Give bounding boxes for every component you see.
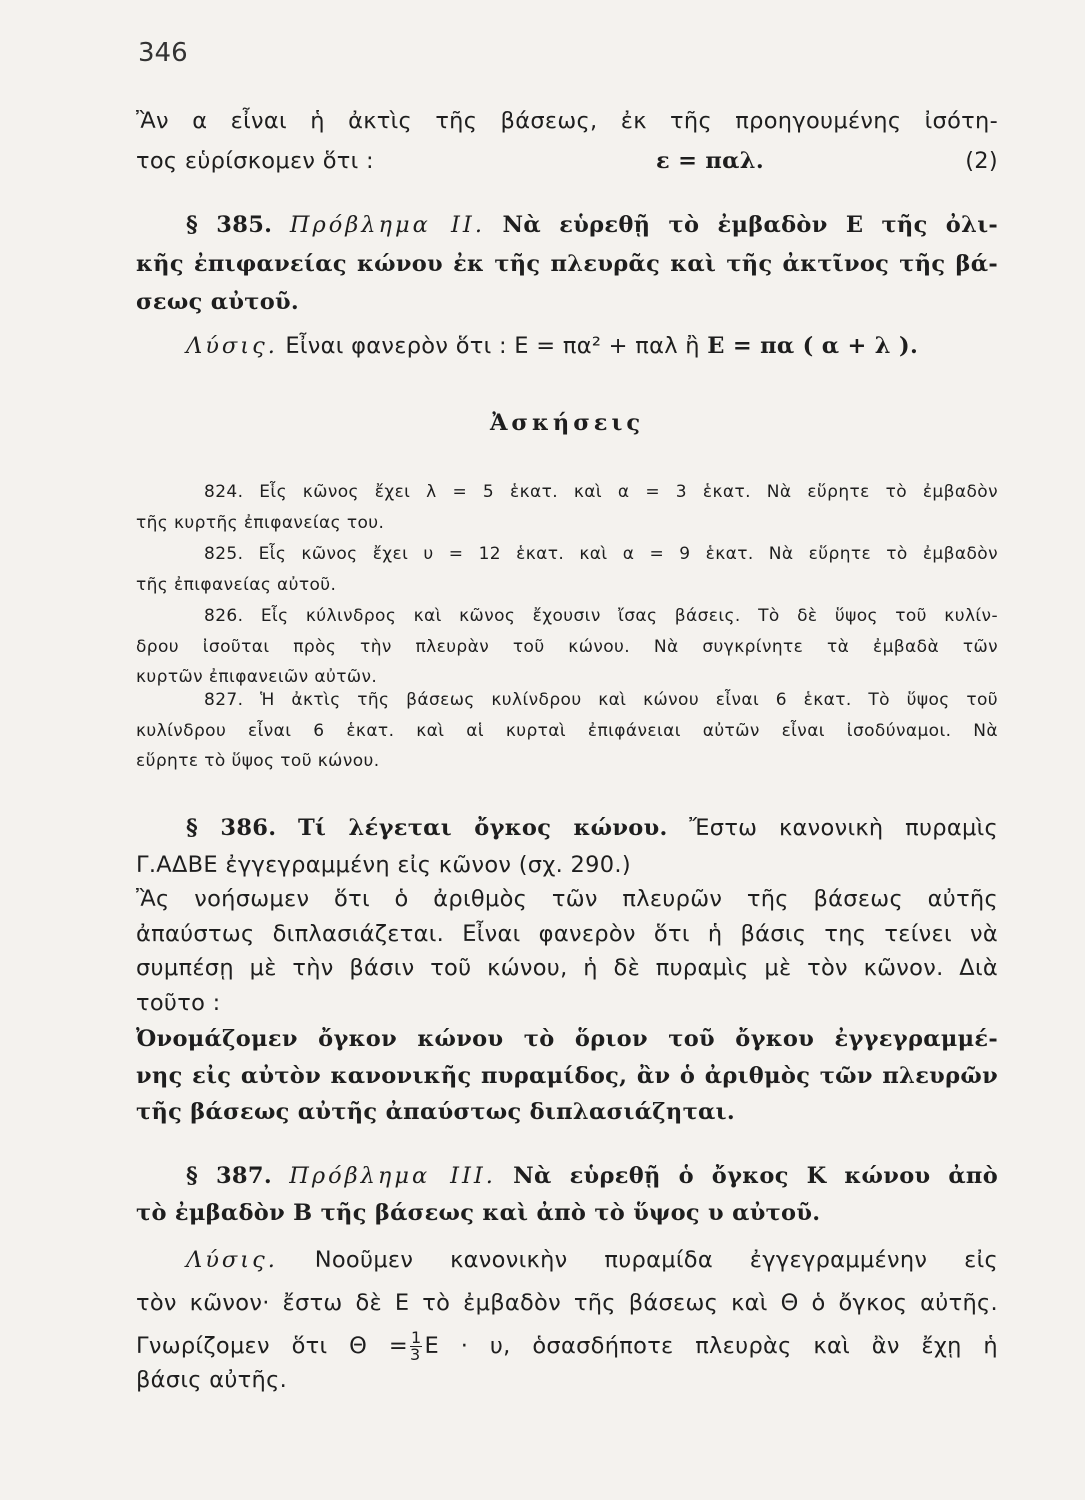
exercise-827-line-2: κυλίνδρου εἶναι 6 ἑκατ. καὶ αἱ κυρταὶ ἐπιφάνειαι αὐτῶν εἶναι ἰσοδύναμοι. Νὰ xyxy=(136,721,998,741)
sec385-line-3: σεως αὐτοῦ. xyxy=(136,289,300,315)
sec385-solution-label: Λύσις. xyxy=(186,333,278,359)
exercise-826-line-3: κυρτῶν ἐπιφανειῶν αὐτῶν. xyxy=(136,667,378,687)
sec387-heading xyxy=(186,1163,998,1189)
page-number: 346 xyxy=(138,38,188,68)
sec386-line-1: Ἔστω κανονικὴ πυραμὶς xyxy=(689,815,999,841)
sec385-solution xyxy=(186,333,998,359)
intro-line-1: Ἂν α εἶναι ἡ ἀκτὶς τῆς βάσεως, ἐκ τῆς προηγουμένης ἰσότη- xyxy=(136,108,998,134)
sec387-label: Πρόβλημα III. xyxy=(289,1163,496,1189)
sec386-title: Τί λέγεται ὄγκος κώνου. xyxy=(298,815,668,841)
sol3-before: Γνωρίζομεν ὅτι Θ = xyxy=(136,1333,408,1359)
sec387-number: § 387. xyxy=(186,1163,272,1189)
fraction-numerator: 1 xyxy=(411,1328,422,1347)
sec387-solution-text: Νοοῦμεν κανονικὴν πυραμίδα ἐγγεγραμμένην εἰς xyxy=(314,1247,999,1273)
sec386-line-6: τοῦτο : xyxy=(136,990,221,1016)
sec386-heading xyxy=(186,815,998,841)
fraction-one-third xyxy=(410,1330,422,1363)
exercise-825-line-1: 825. Εἷς κῶνος ἔχει υ = 12 ἑκατ. καὶ α = 9 ἑκατ. Νὰ εὕρητε τὸ ἐμβαδὸν xyxy=(204,544,998,564)
sec386-line-2: Γ.ΑΔΒΕ ἐγγεγραμμένη εἰς κῶνον (σχ. 290.) xyxy=(136,852,631,878)
sec385-label: Πρόβλημα II. xyxy=(289,212,485,238)
sec387-solution-line-1 xyxy=(186,1247,998,1273)
sec387-solution-line-3 xyxy=(136,1330,998,1363)
exercise-824-line-1: 824. Εἷς κῶνος ἔχει λ = 5 ἑκατ. καὶ α = 3 ἑκατ. Νὰ εὕρητε τὸ ἐμβαδὸν xyxy=(204,482,998,502)
intro-formula: ε = παλ. xyxy=(656,148,764,174)
sec385-solution-formula: Ε = πα ( α + λ ). xyxy=(707,333,919,359)
fraction-denominator: 3 xyxy=(410,1345,421,1364)
exercise-827-line-3: εὕρητε τὸ ὕψος τοῦ κώνου. xyxy=(136,751,380,771)
sec385-line-2: κῆς ἐπιφανείας κώνου ἐκ τῆς πλευρᾶς καὶ τῆς ἀκτῖνος τῆς βά- xyxy=(136,251,998,277)
exercises-heading: Ἀσκήσεις xyxy=(489,410,645,436)
sec386-line-5: συμπέσῃ μὲ τὴν βάσιν τοῦ κώνου, ἡ δὲ πυραμὶς μὲ τὸν κῶνον. Διὰ xyxy=(136,955,998,981)
definition-line-1: Ὀνομάζομεν ὄγκον κώνου τὸ ὅριον τοῦ ὄγκου ἐγγεγραμμέ- xyxy=(136,1026,998,1052)
sec385-solution-text: Εἶναι φανερὸν ὅτι : Ε = πα² + παλ ἢ xyxy=(285,333,700,359)
sec385-title: Νὰ εὑρεθῇ τὸ ἐμβαδὸν Ε τῆς ὀλι- xyxy=(502,212,999,238)
sec386-line-4: ἀπαύστως διπλασιάζεται. Εἶναι φανερὸν ὅτι ἡ βάσις της τείνει νὰ xyxy=(136,921,998,947)
definition-line-3: τῆς βάσεως αὐτῆς ἀπαύστως διπλασιάζηται. xyxy=(136,1099,735,1125)
sol3-after: Ε · υ, ὁσασδήποτε πλευρὰς καὶ ἂν ἔχῃ ἡ xyxy=(424,1333,998,1359)
exercise-824-line-2: τῆς κυρτῆς ἐπιφανείας του. xyxy=(136,513,385,533)
sec387-solution-line-2: τὸν κῶνον· ἔστω δὲ Ε τὸ ἐμβαδὸν τῆς βάσεως καὶ Θ ὁ ὄγκος αὐτῆς. xyxy=(136,1290,998,1316)
sec386-line-3: Ἂς νοήσωμεν ὅτι ὁ ἀριθμὸς τῶν πλευρῶν τῆς βάσεως αὐτῆς xyxy=(136,886,998,912)
sec386-number: § 386. xyxy=(186,815,277,841)
sec385-heading xyxy=(186,212,998,238)
definition-line-2: νης εἰς αὐτὸν κανονικῆς πυραμίδος, ἂν ὁ ἀριθμὸς τῶν πλευρῶν xyxy=(136,1063,998,1089)
exercise-825-line-2: τῆς ἐπιφανείας αὐτοῦ. xyxy=(136,575,337,595)
sec387-solution-label: Λύσις. xyxy=(186,1247,278,1273)
sec387-line-2: τὸ ἐμβαδὸν Β τῆς βάσεως καὶ ἀπὸ τὸ ὕψος υ αὐτοῦ. xyxy=(136,1200,821,1226)
sec385-number: § 385. xyxy=(186,212,273,238)
intro-text: τος εὑρίσκομεν ὅτι : xyxy=(136,148,374,174)
sec387-title: Νὰ εὑρεθῇ ὁ ὄγκος Κ κώνου ἀπὸ xyxy=(513,1163,999,1189)
sec387-solution-line-4: βάσις αὐτῆς. xyxy=(136,1367,288,1393)
exercise-826-line-2: δρου ἰσοῦται πρὸς τὴν πλευρὰν τοῦ κώνου. Νὰ συγκρίνητε τὰ ἐμβαδὰ τῶν xyxy=(136,637,998,657)
intro-line-2 xyxy=(136,148,998,174)
equation-number: (2) xyxy=(965,148,998,174)
exercise-826-line-1: 826. Εἷς κύλινδρος καὶ κῶνος ἔχουσιν ἴσας βάσεις. Τὸ δὲ ὕψος τοῦ κυλίν- xyxy=(204,606,998,626)
exercise-827-line-1: 827. Ἡ ἀκτὶς τῆς βάσεως κυλίνδρου καὶ κώνου εἶναι 6 ἑκατ. Τὸ ὕψος τοῦ xyxy=(204,690,998,710)
